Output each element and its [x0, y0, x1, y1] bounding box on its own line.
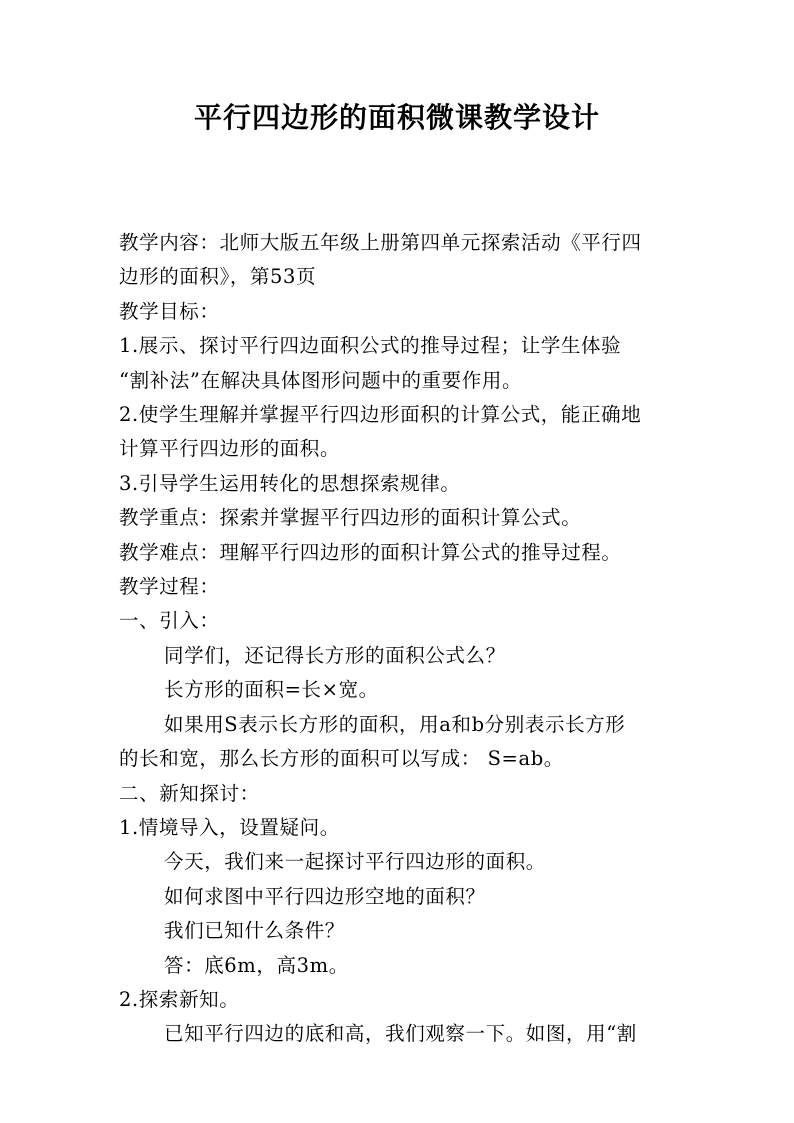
document-line: 2.使学生理解并掌握平行四边形面积的计算公式，能正确地 [119, 403, 642, 427]
document-line: 的长和宽，那么长方形的面积可以写成： S=ab。 [119, 747, 564, 771]
document-line: 同学们，还记得长方形的面积公式么？ [164, 643, 506, 667]
document-line: 计算平行四边形的面积。 [119, 437, 341, 461]
document-line: 答：底6m，高3m。 [164, 953, 349, 977]
document-line: 3.引导学生运用转化的思想探索规律。 [119, 471, 461, 495]
document-line: 如何求图中平行四边形空地的面积？ [164, 884, 486, 908]
document-line: 一、引入： [119, 609, 220, 633]
document-line: 二、新知探讨： [119, 781, 260, 805]
document-line: 1.情境导入，设置疑问。 [119, 815, 340, 839]
document-line: 1.展示、探讨平行四边面积公式的推导过程；让学生体验 [119, 334, 622, 358]
document-line: 教学内容：北师大版五年级上册第四单元探索活动《平行四 [119, 231, 642, 254]
document-line: 教学目标： [119, 299, 220, 323]
document-line: 如果用S表示长方形的面积，用a和b分别表示长方形 [164, 712, 626, 736]
document-line: 边形的面积》，第53页 [119, 265, 317, 289]
document-line: 今天，我们来一起探讨平行四边形的面积。 [164, 850, 546, 874]
document-title: 平行四边形的面积微课教学设计 [193, 101, 600, 134]
document-line: 我们已知什么条件？ [164, 919, 345, 943]
document-line: 长方形的面积=长×宽。 [164, 678, 379, 702]
document-line: 2.探索新知。 [119, 987, 240, 1011]
document-line: 已知平行四边的底和高，我们观察一下。如图，用“割 [164, 1022, 637, 1046]
document-line: 教学过程： [119, 575, 220, 599]
document-line: 教学重点：探索并掌握平行四边形的面积计算公式。 [119, 506, 582, 530]
document-line: “割补法”在解决具体图形问题中的重要作用。 [119, 368, 523, 392]
document-line: 教学难点：理解平行四边形的面积计算公式的推导过程。 [119, 540, 622, 564]
document-body [119, 226, 679, 1052]
